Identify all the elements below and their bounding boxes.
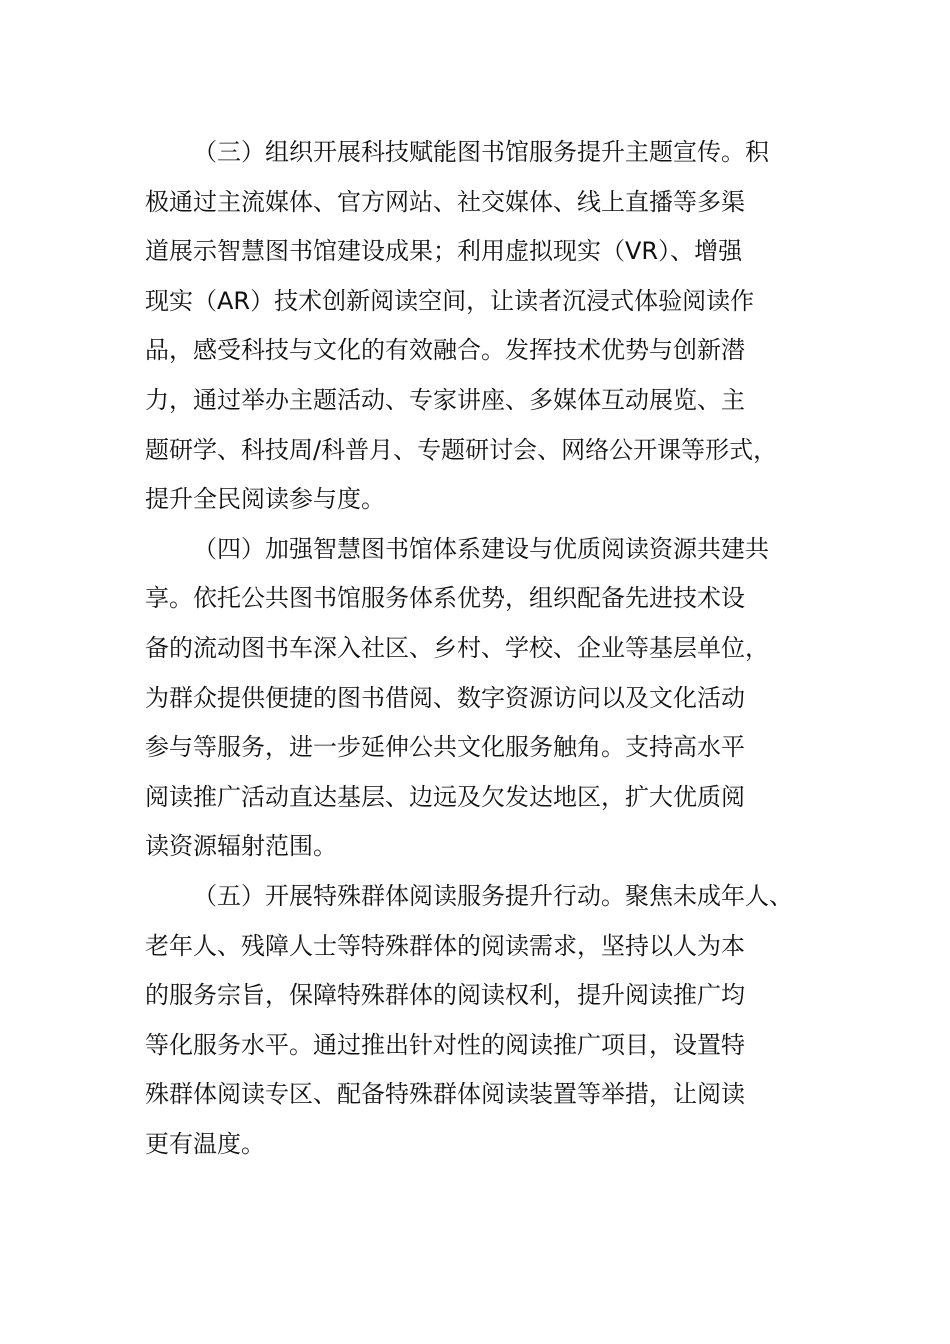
paragraph-line: 殊群体阅读专区、配备特殊群体阅读装置等举措，让阅读 (145, 1080, 745, 1109)
paragraph-line: 更有温度。 (145, 1129, 265, 1158)
paragraph-five (145, 872, 825, 1170)
paragraph-line: 为群众提供便捷的图书借阅、数字资源访问以及文化活动 (145, 683, 745, 712)
paragraph-line: 道展示智慧图书馆建设成果；利用虚拟现实（VR）、增强 (145, 237, 743, 266)
paragraph-line: （四）加强智慧图书馆体系建设与优质阅读资源共建共 (193, 534, 769, 563)
document-body (145, 128, 825, 1169)
paragraph-line: 读资源辐射范围。 (145, 832, 337, 861)
paragraph-line: （五）开展特殊群体阅读服务提升行动。聚焦未成年人、 (193, 881, 793, 910)
paragraph-line: 享。依托公共图书馆服务体系优势，组织配备先进技术设 (145, 584, 745, 613)
paragraph-line: 力，通过举办主题活动、专家讲座、多媒体互动展览、主 (145, 385, 745, 414)
paragraph-line: 阅读推广活动直达基层、边远及欠发达地区，扩大优质阅 (145, 782, 745, 811)
paragraph-line: 提升全民阅读参与度。 (145, 485, 385, 514)
paragraph-line: 题研学、科技周/科普月、专题研讨会、网络公开课等形式， (145, 435, 778, 464)
paragraph-line: 等化服务水平。通过推出针对性的阅读推广项目，设置特 (145, 1030, 745, 1059)
paragraph-line: 参与等服务，进一步延伸公共文化服务触角。支持高水平 (145, 733, 745, 762)
paragraph-three (145, 128, 825, 525)
paragraph-line: 现实（AR）技术创新阅读空间，让读者沉浸式体验阅读作 (145, 286, 755, 315)
paragraph-line: 品，感受科技与文化的有效融合。发挥技术优势与创新潜 (145, 336, 745, 365)
paragraph-line: 老年人、残障人士等特殊群体的阅读需求，坚持以人为本 (145, 931, 745, 960)
paragraph-line: 极通过主流媒体、官方网站、社交媒体、线上直播等多渠 (145, 187, 745, 216)
paragraph-line: （三）组织开展科技赋能图书馆服务提升主题宣传。积 (193, 138, 769, 166)
paragraph-four (145, 525, 825, 872)
paragraph-line: 备的流动图书车深入社区、乡村、学校、企业等基层单位， (145, 633, 769, 662)
paragraph-line: 的服务宗旨，保障特殊群体的阅读权利，提升阅读推广均 (145, 981, 745, 1010)
